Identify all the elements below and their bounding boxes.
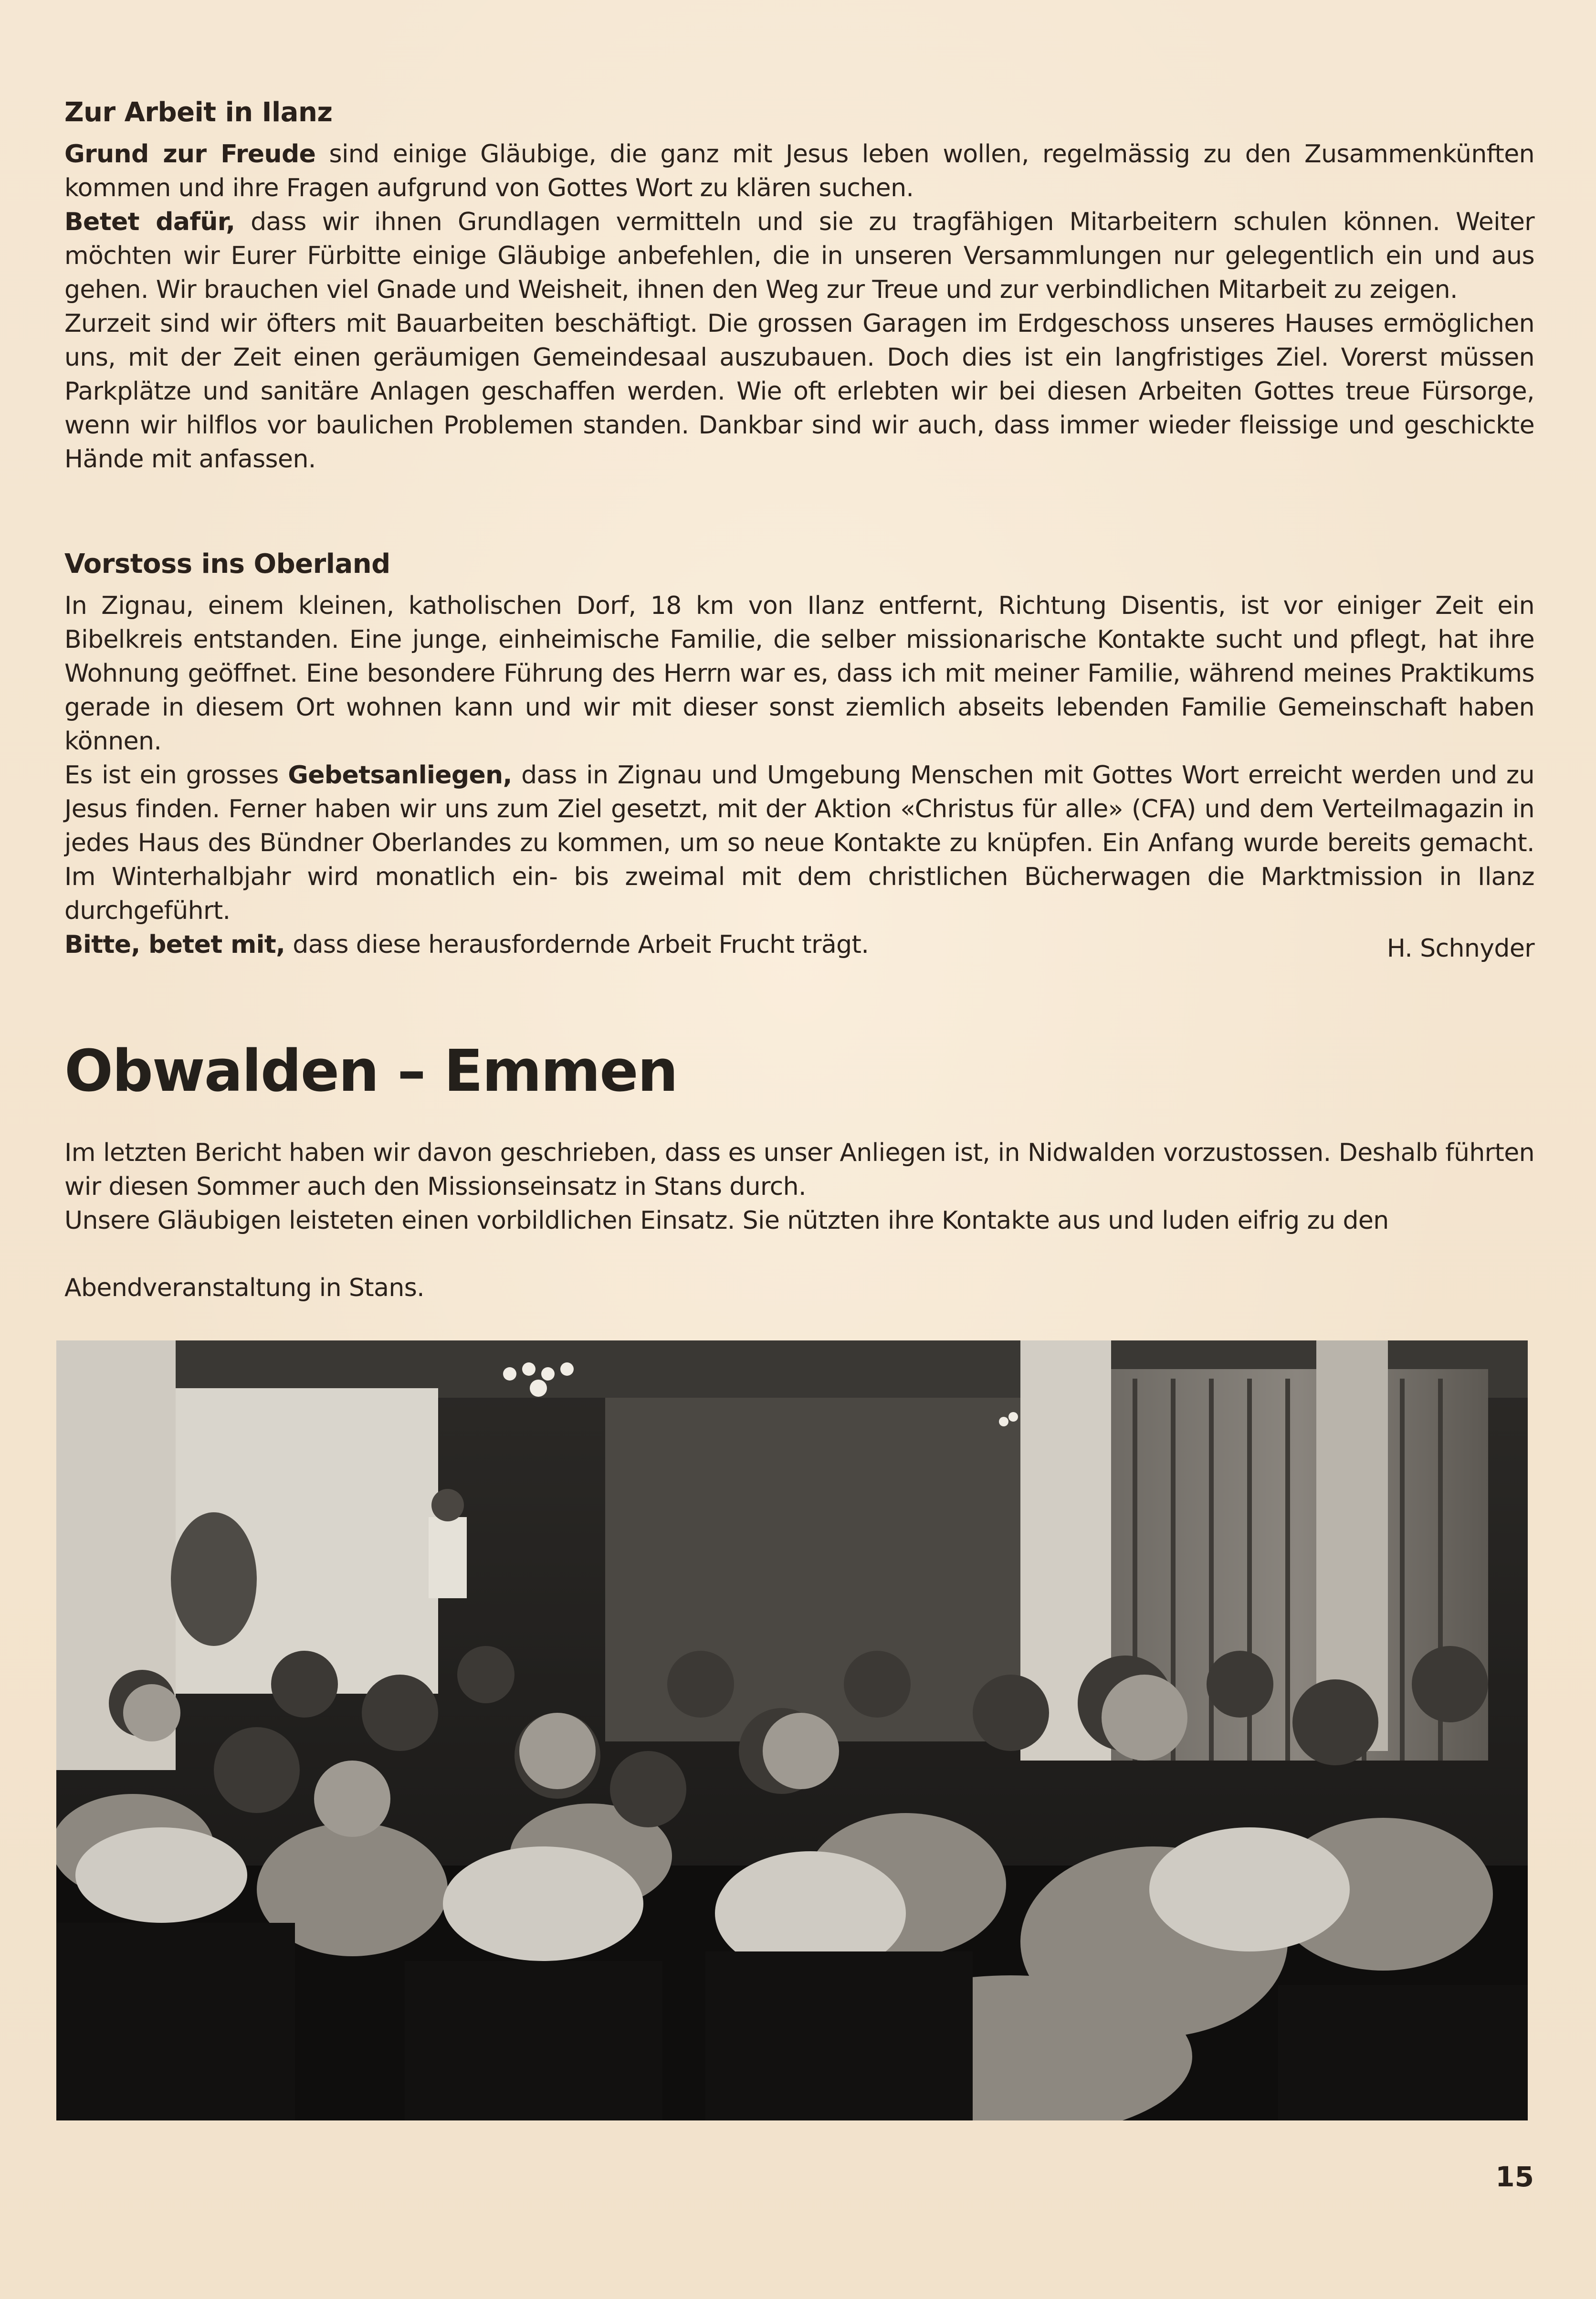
heading-oberland: Vorstoss ins Oberland (64, 548, 390, 580)
paragraph-text: Es ist ein grosses (64, 761, 288, 790)
closing-sentence (64, 928, 869, 966)
paragraph-gebetsanliegen (64, 759, 1534, 928)
emphasis-bitte-betet-mit: Bitte, betet mit, (64, 930, 285, 959)
closing-line (64, 928, 1534, 966)
paragraph-zignau: In Zignau, einem kleinen, katholischen Dorf, 18 km von Ilanz entfernt, Richtung Disentis, ist vor einiger Zeit ein Bibelkreis entstanden. Eine junge, einheimische Familie, die selber missionarische Kontakte sucht und pflegt, hat ihre Wohnung geöffnet. Eine besondere Führung des Herrn war es, dass ich mit meiner Familie, während meines Praktikums gerade in diesem Ort wohnen kann und wir mit dieser sonst ziemlich abseits lebenden Familie Gemeinschaft haben können. (64, 591, 1534, 756)
paragraph-nidwalden: Im letzten Bericht haben wir davon geschrieben, dass es unser Anliegen ist, in Nidwalden vorzustossen. Deshalb führten wir diesen Sommer auch den Missionseinsatz in Stans durch. (64, 1139, 1534, 1201)
photo-caption: Abendveranstaltung in Stans. (64, 1274, 425, 1302)
title-obwalden-emmen: Obwalden – Emmen (64, 1038, 678, 1105)
author-signature: H. Schnyder (1386, 934, 1534, 963)
paragraph-text: dass diese herausfordernde Arbeit Frucht trägt. (285, 930, 869, 959)
heading-ilanz: Zur Arbeit in Ilanz (64, 97, 333, 128)
paragraph-betet-dafuer (64, 205, 1534, 307)
emphasis-gebetsanliegen: Gebetsanliegen, (288, 761, 512, 790)
emphasis-betet-dafuer: Betet dafür, (64, 208, 235, 236)
paragraph-bauarbeiten: Zurzeit sind wir öfters mit Bauarbeiten beschäftigt. Die grossen Garagen im Erdgeschoss unseres Hauses ermöglichen uns, mit der Zeit einen geräumigen Gemeindesaal auszubauen. Doch dies ist ein langfristiges Ziel. Vorerst müssen Parkplätze und sanitäre Anlagen geschaffen werden. Wie oft erlebten wir bei diesen Arbeiten Gottes treue Fürsorge, wenn wir hilflos vor baulichen Problemen standen. Dankbar sind wir auch, dass immer wieder fleissige und geschickte Hände mit anfassen. (64, 309, 1534, 474)
paragraph-grund-zur-freude (64, 137, 1534, 205)
paragraph-text: sind einige Gläubige, die ganz mit Jesus leben wollen, regelmässig zu den Zusammenkünften kommen und ihre Fragen aufgrund von Gottes Wort zu klären suchen. (64, 140, 1535, 202)
paragraph-einsatz: Unsere Gläubigen leisteten einen vorbildlichen Einsatz. Sie nützten ihre Kontakte aus und luden eifrig zu den (64, 1206, 1389, 1235)
section-ilanz (64, 95, 1534, 476)
emphasis-grund-zur-freude: Grund zur Freude (64, 140, 316, 169)
section-obwalden (64, 1038, 1534, 1305)
event-photo (56, 1340, 1528, 2120)
paragraph-text: dass wir ihnen Grundlagen vermitteln und sie zu tragfähigen Mitarbeitern schulen können. Weiter möchten wir Eurer Fürbitte einige Gläubige anbefehlen, die in unseren Versammlungen nur gelegentlich ein und aus gehen. Wir brauchen viel Gnade und Weisheit, ihnen den Weg zur Treue und zur verbindlichen Mitarbeit zu zeigen. (64, 208, 1534, 304)
paragraph-text: dass in Zignau und Umgebung Menschen mit Gottes Wort erreicht werden und zu Jesus finden. Ferner haben wir uns zum Ziel gesetzt, mit der Aktion «Christus für alle» (CFA) und dem Verteilmagazin in jedes Haus des Bündner Oberlandes zu kommen, um so neue Kontakte zu knüpfen. Ein Anfang wurde bereits gemacht. Im Winterhalbjahr wird monatlich ein- bis zweimal mit dem christlichen Bücherwagen die Marktmission in Ilanz durchgeführt. (64, 761, 1534, 925)
page-number: 15 (1495, 2161, 1534, 2193)
section-oberland (64, 547, 1534, 966)
